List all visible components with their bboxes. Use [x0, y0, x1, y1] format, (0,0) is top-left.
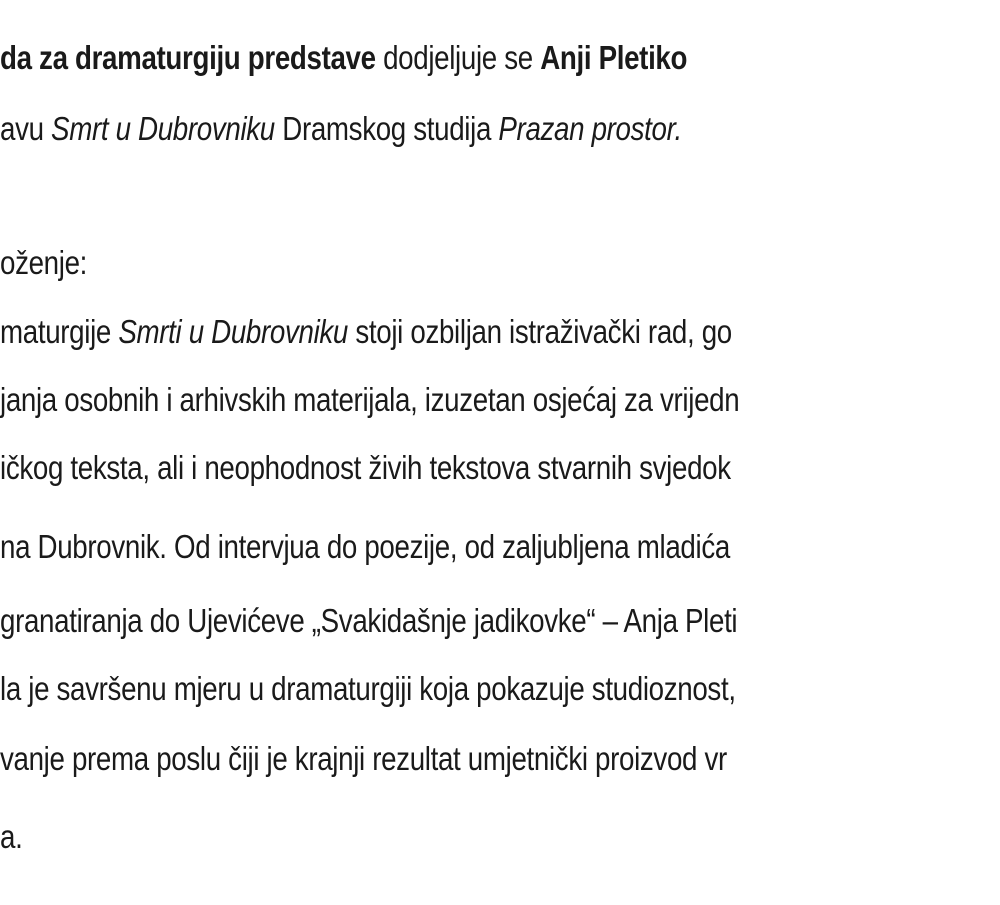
- play-title-genitive: Smrti u Dubrovniku: [118, 313, 349, 350]
- award-line-1: [0, 36, 687, 80]
- explanation-heading: oženje:: [0, 244, 88, 281]
- explanation-line-5: granatiranja do Ujevićeve „Svakidašnje jadikovke“ – Anja Pleti: [0, 602, 738, 639]
- explanation-line-8: a.: [0, 818, 23, 855]
- explanation-line-1: maturgije Smrti u Dubrovniku stoji ozbiljan istraživački rad, go: [0, 313, 732, 350]
- award-line-2: avu Smrt u Dubrovniku Dramskog studija Prazan prostor.: [0, 110, 682, 147]
- explanation-line-7: vanje prema poslu čiji je krajnji rezultat umjetnički proizvod vr: [0, 740, 727, 777]
- award-recipient: Anji Pletiko: [540, 39, 688, 76]
- studio-name: Prazan prostor.: [498, 110, 682, 147]
- explanation-line-6: la je savršenu mjeru u dramaturgiji koja pokazuje studioznost,: [0, 670, 736, 707]
- award-category: da za dramaturgiju predstave: [0, 39, 376, 76]
- award-verb: dodjeljuje se: [375, 39, 541, 76]
- explanation-line-4: na Dubrovnik. Od intervjua do poezije, od zaljubljena mladića: [0, 528, 730, 565]
- play-title: Smrt u Dubrovniku: [51, 110, 275, 147]
- explanation-line-3: ičkog teksta, ali i neophodnost živih tekstova stvarnih svjedok: [0, 449, 731, 486]
- explanation-line-2: janja osobnih i arhivskih materijala, izuzetan osjećaj za vrijedn: [0, 381, 740, 418]
